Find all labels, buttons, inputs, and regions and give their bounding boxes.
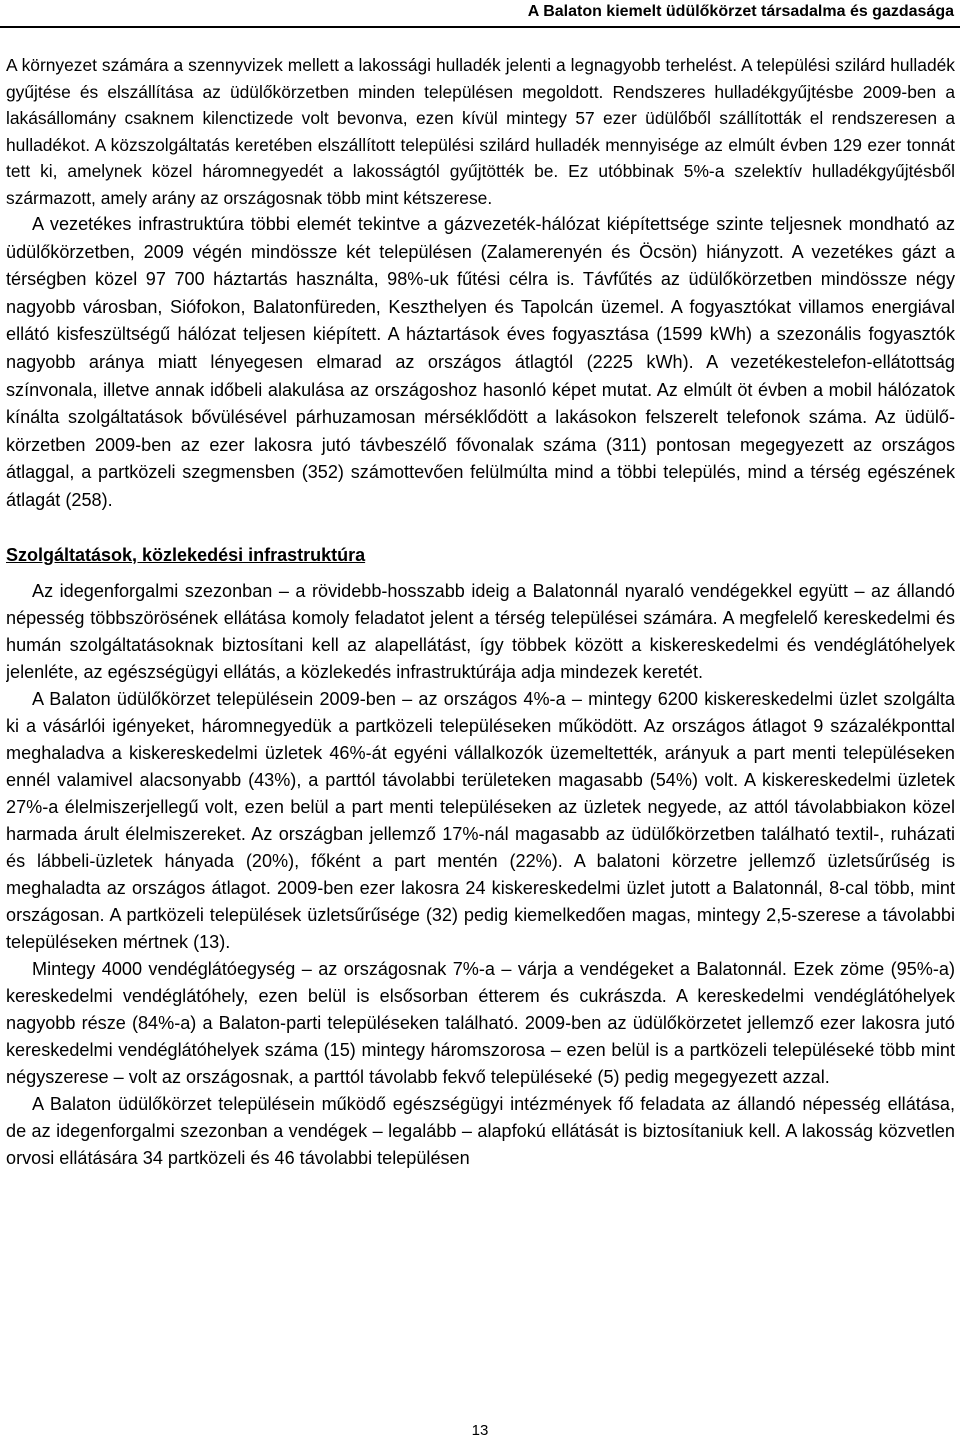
paragraph-hospitality: Mintegy 4000 vendéglátóegység – az országosnak 7%-a – várja a vendégeket a Balatonnál. Ezek zöme (95%-a) kereskedelmi vendéglátóhely, ezen belül is elsősorban étterem és cukrászda. A kereskedelmi vendéglátóhelyek nagyobb része (84%-a) a Balaton-parti településeken található. 2009-ben az üdülőkörzetet jellemző ezer lakosra jutó kereskedelmi vendéglátóhelyek száma (15) mintegy háromszorosa – ezen belül is a partközeli településeké több mint négyszerese – volt az országosnak, a parttól távolabb fekvő településeké (5) pedig megegyezett azzal. — [6, 958, 955, 1087]
paragraph-waste: A környezet számára a szennyvizek mellett a lakossági hulladék jelenti a legnagyobb terhelést. A települési szilárd hulladék gyűjtése és elszállítása az üdülőkörzetben minden településen megoldott. Rendszeres hulladékgyűjtésbe 2009-ben a lakásállomány csaknem kilenctizede volt bevonva, ezen kívül mintegy 57 ezer üdülőből szállították el rendszeresen a hulladékot. A közszolgáltatás keretében elszállított települési szilárd hulladék mennyisége az elmúlt évben 129 ezer tonnát tett ki, amelynek közel háromnegyedét a lakosságtól gyűjtötték be. Ez utóbbinak 5%-a szelektív hulladékgyűjtésből származott, amely arány az országosnak több mint kétszerese. — [6, 55, 955, 208]
paragraph-utilities: A vezetékes infrastruktúra többi elemét tekintve a gázvezeték-hálózat kiépítettsége szinte teljesnek mondható az üdülőkörzetben, 2009 végén mindössze két településen (Zalamerenyén és Öcsön) hiányzott. A vezetékes gázt a térségben közel 97 700 háztartás használta, 98%-uk fűtési célra is. Távfűtés az üdülőkörzetben mindössze négy nagyobb városban, Siófokon, Balatonfüreden, Keszthelyen és Tapolcán üzemel. A fogyasztókat villamos energiával ellátó kisfeszültségű hálózat teljesen kiépített. A háztartások éves fogyasztása (1599 kWh) a szezonális fogyasztók nagyobb aránya miatt lényegesen elmarad az országos átlagtól (2225 kWh). A vezetékestelefon-ellátottság színvonala, illetve annak időbeli alakulása az országoshoz hasonló képet mutat. Az elmúlt öt évben a mobil hálózatok kínálta szolgáltatások bővülésével párhuzamosan mérséklődött a lakásokon felszerelt telefonok száma. Az üdülőkörzetben 2009-ben az ezer lakosra jutó távbeszélő fővonalak száma (311) pontosan megegyezett az országos átlaggal, a partközeli szegmensben (352) számottevően felülmúlta mind a többi település, mind a térség egészének átlagát (258). — [6, 214, 955, 510]
paragraph-services-intro: Az idegenforgalmi szezonban – a rövidebb-hosszabb ideig a Balatonnál nyaraló vendégekkel együtt – az állandó népesség többszörösének ellátása komoly feladatot jelent a térség települései számára. A megfelelő kereskedelmi és humán szolgáltatásoknak biztosítani kell az alapellátást, így többek között a kiskereskedelmi és vendéglátóhelyek jelenléte, az egészségügyi ellátás, a közlekedés infrastruktúrája adja mindezek keretét. — [6, 580, 955, 682]
page-number: 13 — [471, 1422, 489, 1439]
running-header — [0, 0, 960, 28]
running-header-title: A Balaton kiemelt üdülőkörzet társadalma és gazdasága — [527, 3, 954, 20]
document-body — [6, 52, 955, 1382]
section-title: Szolgáltatások, közlekedési infrastruktúra — [6, 544, 366, 565]
section-body — [6, 578, 955, 1172]
paragraph-healthcare: A Balaton üdülőkörzet településein működő egészségügyi intézmények fő feladata az állandó népesség ellátása, de az idegenforgalmi szezonban a vendégek – legalább – alapfokú ellátását is biztosítaniuk kell. A lakosság közvetlen orvosi ellátására 34 partközeli és 46 távolabbi településen — [6, 1093, 955, 1168]
paragraph-retail: A Balaton üdülőkörzet településein 2009-ben – az országos 4%-a – mintegy 6200 kiskereskedelmi üzlet szolgálta ki a vásárlói igényeket, háromnegyedük a partközeli településeken működött. Az országos átlagot 9 százalékponttal meghaladva a kiskereskedelmi üzletek 46%-át egyéni vállalkozók üzemeltették, arányuk a part menti településeken ennél valamivel alacsonyabb (43%), a parttól távolabbi területeken magasabb (54%) volt. A kiskereskedelmi üzletek 27%-a élelmiszerjellegű volt, ezen belül a part menti településeken az üzletek negyede, az attól távolabbiakon közel harmada árult élelmiszereket. Az országban jellemző 17%-nál magasabb az üdülőkörzetben található textil-, ruházati és lábbeli-üzletek hányada (20%), főként a part mentén (22%). A balatoni körzetre jellemző üzletsűrűség is meghaladta az országos átlagot. 2009-ben ezer lakosra 24 kiskereskedelmi üzlet jutott a Balatonnál, 8-cal több, mint országosan. A partközeli települések üzletsűrűsége (32) pedig kiemelkedően magas, mintegy 2,5-szerese a távolabbi településeken mértnek (13). — [6, 688, 955, 952]
